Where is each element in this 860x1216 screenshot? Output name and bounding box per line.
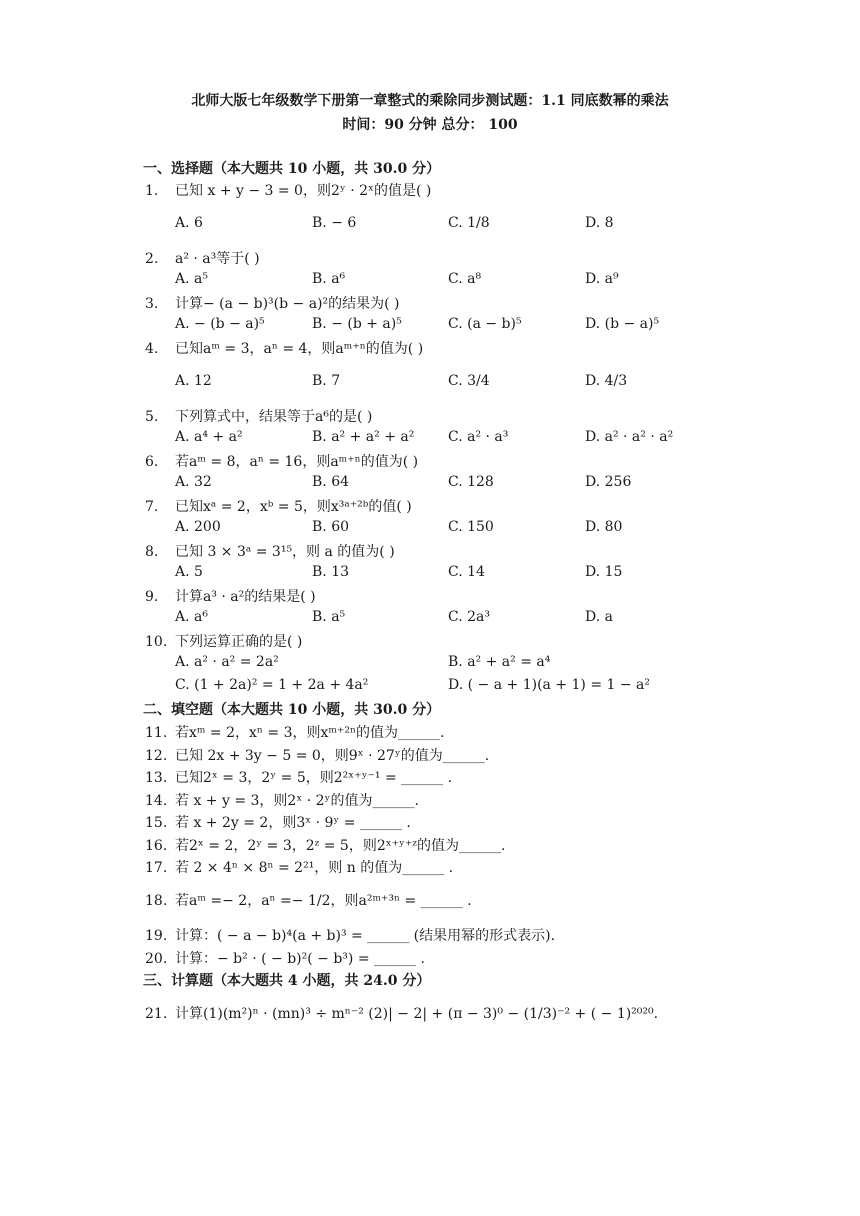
option-b: B. a⁶ xyxy=(312,271,346,287)
option-c: C. 3/4 xyxy=(448,373,490,389)
options-1 xyxy=(175,215,735,235)
option-a: A. 200 xyxy=(175,519,221,535)
options-7 xyxy=(175,519,735,539)
option-a: A. 5 xyxy=(175,564,203,580)
option-c: C. (1 + 2a)² = 1 + 2a + 4a² xyxy=(175,677,369,693)
option-b: B. − (b + a)⁵ xyxy=(312,316,402,332)
option-a: A. 12 xyxy=(175,373,212,389)
question-20: 20. 计算：− b² · ( − b)²( − b³) = ______ . xyxy=(145,951,425,967)
section-fill: 二、填空题（本大题共 10 小题，共 30.0 分） xyxy=(143,702,441,718)
question-1: 1. 已知 x + y − 3 = 0，则2ʸ · 2ˣ的值是( ) xyxy=(145,183,432,199)
question-18: 18. 若aᵐ =− 2，aⁿ =− 1/2，则a²ᵐ⁺³ⁿ = ______ . xyxy=(145,893,472,909)
question-5: 5. 下列算式中，结果等于a⁶的是( ) xyxy=(145,409,373,425)
question-15: 15. 若 x + 2y = 2，则3ˣ · 9ʸ = ______ . xyxy=(145,815,411,831)
option-c: C. 150 xyxy=(448,519,494,535)
option-b: B. a² + a² + a² xyxy=(312,429,415,445)
options-10 xyxy=(175,654,735,698)
options-6 xyxy=(175,474,735,494)
options-8 xyxy=(175,564,735,584)
question-16: 16. 若2ˣ = 2，2ʸ = 3，2ᶻ = 5，则2ˣ⁺ʸ⁺ᶻ的值为______. xyxy=(145,838,506,854)
options-3 xyxy=(175,316,735,336)
question-19: 19. 计算：( − a − b)⁴(a + b)³ = ______ (结果用幂的形式表示). xyxy=(145,928,556,944)
option-b: B. 60 xyxy=(312,519,350,535)
option-a: A. 6 xyxy=(175,215,203,231)
question-11: 11. 若xᵐ = 2，xⁿ = 3，则xᵐ⁺²ⁿ的值为______. xyxy=(145,725,445,741)
option-b: B. a² + a² = a⁴ xyxy=(448,654,551,670)
options-2 xyxy=(175,271,735,291)
option-d: D. (b − a)⁵ xyxy=(585,316,660,332)
option-a: A. a⁶ xyxy=(175,609,208,625)
options-9 xyxy=(175,609,735,629)
option-d: D. 15 xyxy=(585,564,623,580)
option-d: D. a⁹ xyxy=(585,271,619,287)
option-a: A. a⁴ + a² xyxy=(175,429,243,445)
question-21: 21. 计算(1)(m²)ⁿ · (mn)³ ÷ mⁿ⁻² (2)| − 2| + (π − 3)⁰ − (1/3)⁻² + ( − 1)²⁰²⁰. xyxy=(145,1006,659,1022)
option-c: C. (a − b)⁵ xyxy=(448,316,522,332)
option-a: A. a² · a² = 2a² xyxy=(175,654,279,670)
question-13: 13. 已知2ˣ = 3，2ʸ = 5，则2²ˣ⁺ʸ⁻¹ = ______ . xyxy=(145,770,453,786)
option-a: A. − (b − a)⁵ xyxy=(175,316,265,332)
option-c: C. a⁸ xyxy=(448,271,482,287)
option-d: D. 256 xyxy=(585,474,632,490)
option-a: A. a⁵ xyxy=(175,271,208,287)
section-calc: 三、计算题（本大题共 4 小题，共 24.0 分） xyxy=(143,973,431,989)
options-4 xyxy=(175,373,735,393)
question-8: 8. 已知 3 × 3ᵃ = 3¹⁵，则 a 的值为( ) xyxy=(145,544,395,560)
options-5 xyxy=(175,429,735,449)
question-12: 12. 已知 2x + 3y − 5 = 0，则9ˣ · 27ʸ的值为______. xyxy=(145,748,490,764)
option-d: D. 80 xyxy=(585,519,623,535)
option-b: B. a⁵ xyxy=(312,609,346,625)
question-10: 10. 下列运算正确的是( ) xyxy=(145,634,303,650)
option-d: D. 4/3 xyxy=(585,373,628,389)
option-b: B. 7 xyxy=(312,373,341,389)
option-d: D. a xyxy=(585,609,613,625)
option-c: C. 128 xyxy=(448,474,494,490)
option-b: B. − 6 xyxy=(312,215,357,231)
question-6: 6. 若aᵐ = 8，aⁿ = 16，则aᵐ⁺ⁿ的值为( ) xyxy=(145,454,419,470)
question-2: 2. a² · a³等于( ) xyxy=(145,251,260,267)
question-14: 14. 若 x + y = 3，则2ˣ · 2ʸ的值为______. xyxy=(145,793,419,809)
question-17: 17. 若 2 × 4ⁿ × 8ⁿ = 2²¹，则 n 的值为______ . xyxy=(145,860,454,876)
exam-info: 时间：90 分钟 总分： 100 xyxy=(342,117,518,133)
question-7: 7. 已知xᵃ = 2，xᵇ = 5，则x³ᵃ⁺²ᵇ的值( ) xyxy=(145,499,412,515)
option-a: A. 32 xyxy=(175,474,212,490)
option-c: C. 2a³ xyxy=(448,609,490,625)
question-9: 9. 计算a³ · a²的结果是( ) xyxy=(145,589,316,605)
option-d: D. a² · a² · a² xyxy=(585,429,674,445)
option-d: D. 8 xyxy=(585,215,614,231)
page-title: 北师大版七年级数学下册第一章整式的乘除同步测试题：1.1 同底数幂的乘法 xyxy=(191,93,669,109)
section-choice: 一、选择题（本大题共 10 小题，共 30.0 分） xyxy=(143,161,441,177)
option-c: C. 1/8 xyxy=(448,215,490,231)
option-c: C. a² · a³ xyxy=(448,429,509,445)
option-b: B. 13 xyxy=(312,564,350,580)
option-d: D. ( − a + 1)(a + 1) = 1 − a² xyxy=(448,677,651,693)
question-3: 3. 计算− (a − b)³(b − a)²的结果为( ) xyxy=(145,296,400,312)
question-4: 4. 已知aᵐ = 3，aⁿ = 4，则aᵐ⁺ⁿ的值为( ) xyxy=(145,341,424,357)
option-b: B. 64 xyxy=(312,474,350,490)
option-c: C. 14 xyxy=(448,564,485,580)
